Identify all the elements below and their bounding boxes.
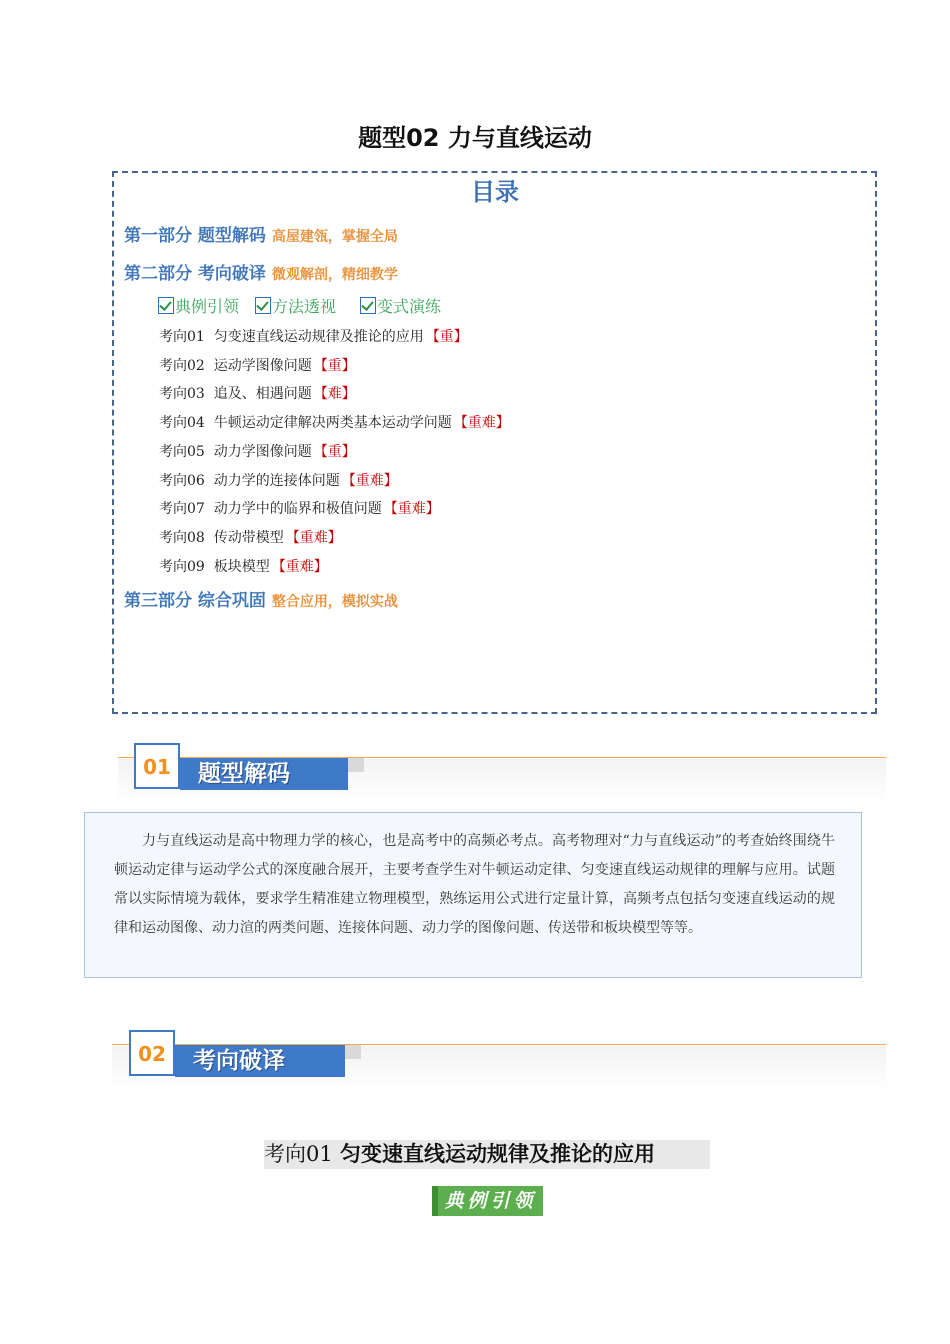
topic-name: 动力学图像问题 [213,444,312,460]
topic-tag: 【重】 [313,358,356,374]
topic-name: 板块模型 [213,559,270,575]
section-banner-01 [118,743,886,803]
toc-topic-08[interactable] [159,527,342,547]
topic-name: 牛顿运动定律解决两类基本运动学问题 [213,415,452,431]
toc-part-2-label: 第二部分 考向破译 [124,264,266,284]
topic-number: 考向09 [159,559,205,575]
topic-name: 匀变速直线运动规律及推论的应用 [213,329,424,345]
topic-number: 考向07 [159,501,205,517]
topic-number: 考向01 [159,329,205,345]
topic-name: 动力学的连接体问题 [213,473,340,489]
section-label: 题型解码 [180,758,348,790]
toc-legend [158,294,441,317]
checklist-icon [255,297,271,314]
topic-tag: 【重】 [313,444,356,460]
topic-heading [264,1140,710,1169]
toc-topic-04[interactable] [159,412,510,432]
topic-tag: 【重】 [425,329,468,345]
topic-tag: 【重难】 [453,415,510,431]
topic-tag: 【难】 [313,386,356,402]
example-badge: 典例引领 [432,1186,543,1216]
toc-topic-01[interactable] [159,326,468,346]
topic-name: 运动学图像问题 [213,358,312,374]
legend-label: 变式演练 [377,297,442,316]
banner-tail [348,758,364,772]
checklist-icon [360,297,376,314]
toc-topic-02[interactable] [159,355,356,375]
toc-topic-03[interactable] [159,383,356,403]
topic-tag: 【重难】 [341,473,398,489]
toc-topic-06[interactable] [159,470,398,490]
checklist-icon [158,297,174,314]
topic-tag: 【重难】 [383,501,440,517]
topic-number: 考向04 [159,415,205,431]
legend-item-method [255,294,336,317]
topic-tag: 【重难】 [285,530,342,546]
topic-number: 考向03 [159,386,205,402]
section-label: 考向破译 [175,1045,345,1077]
topic-tag: 【重难】 [271,559,328,575]
topic-number: 考向02 [159,358,205,374]
topic-number: 考向08 [159,530,205,546]
legend-label: 方法透视 [272,297,337,316]
legend-label: 典例引领 [175,297,240,316]
legend-item-variant [360,294,441,317]
section-number: 01 [134,743,180,789]
toc-heading: 目录 [471,178,519,206]
toc-topic-05[interactable] [159,441,356,461]
topic-heading-title: 匀变速直线运动规律及推论的应用 [340,1142,656,1166]
toc-topic-07[interactable] [159,498,440,518]
section-banner-02 [112,1030,886,1090]
toc-part-3-label: 第三部分 综合巩固 [124,591,266,611]
topic-name: 追及、相遇问题 [213,386,312,402]
legend-item-example [158,294,239,317]
toc-topic-09[interactable] [159,556,328,576]
toc-part-2[interactable] [124,259,398,284]
topic-number: 考向06 [159,473,205,489]
toc-part-1-sub: 高屋建瓴，掌握全局 [271,229,398,245]
toc-part-3[interactable] [124,586,398,611]
toc-part-1[interactable] [124,221,398,246]
toc-part-3-sub: 整合应用，模拟实战 [271,594,398,610]
topic-name: 传动带模型 [213,530,284,546]
toc-part-1-label: 第一部分 题型解码 [124,226,266,246]
topic-name: 动力学中的临界和极值问题 [213,501,382,517]
section-number: 02 [129,1030,175,1076]
topic-number: 考向05 [159,444,205,460]
topic-heading-prefix: 考向01 [264,1142,333,1166]
toc-part-2-sub: 微观解剖，精细教学 [271,267,398,283]
banner-tail [345,1045,361,1059]
document-title: 题型02 力与直线运动 [358,124,592,152]
intro-paragraph: 力与直线运动是高中物理力学的核心，也是高考中的高频必考点。高考物理对“力与直线运动”的考查始终围绕牛顿运动定律与运动学公式的深度融合展开，主要考查学生对牛顿运动定律、匀变速直线运动规律的理解与应用。试题常以实际情境为载体，要求学生精准建立物理模型，熟练运用公式进行定量计算，高频考点包括匀变速直线运动的规律和运动图像、动力渲的两类问题、连接体问题、动力学的图像问题、传送带和板块模型等等。 [84,812,862,978]
